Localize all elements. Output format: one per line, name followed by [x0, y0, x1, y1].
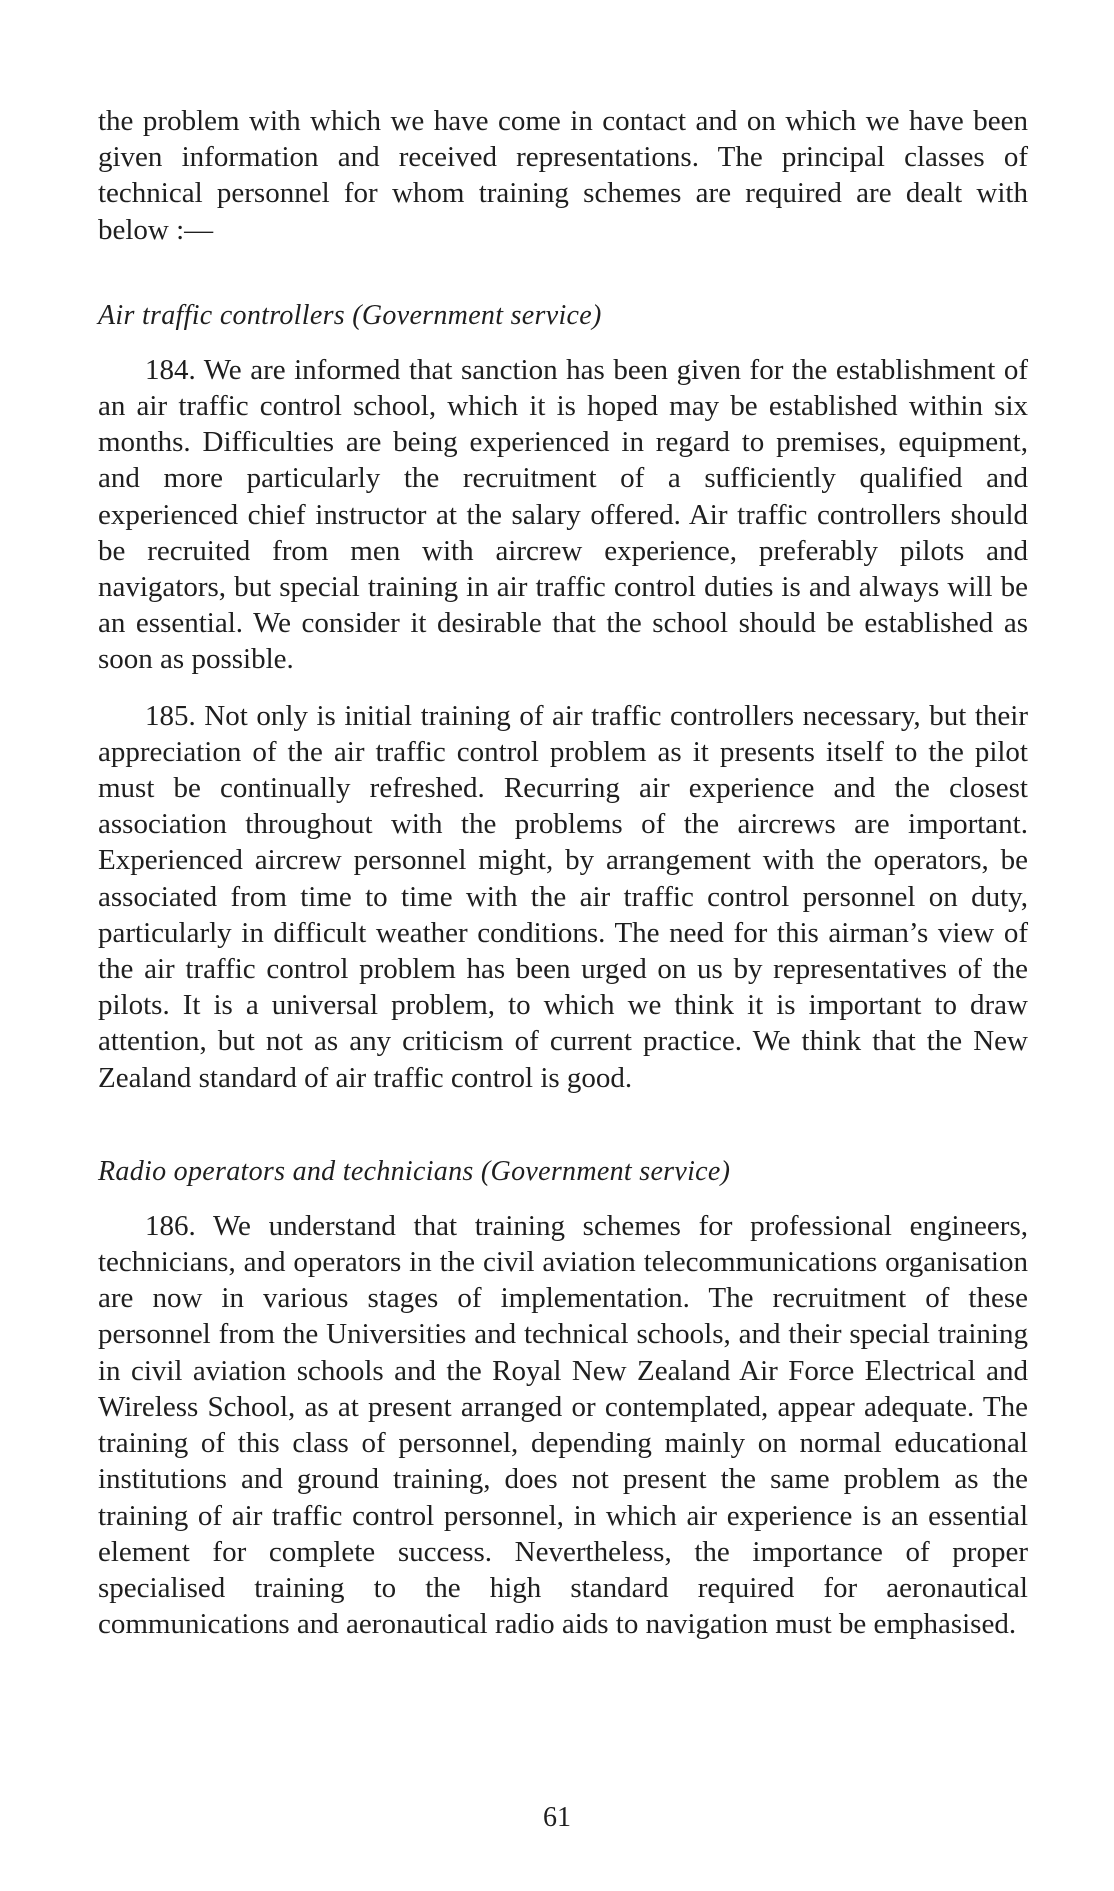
section-heading-title: Radio operators and technicians	[98, 1155, 474, 1187]
paragraph-186: 186. We understand that training schemes for professional engineers, technicians, and operators in the civil aviation telecommunications organisation are now in various stages of implementation. The recruitment of these personnel from the Universities and technical schools, and their special training in civil aviation schools and the Royal New Zealand Air Force Electrical and Wireless School, as at present arranged or contemplated, appear adequate. The training of this class of personnel, depending mainly on normal educational institutions and ground training, does not present the same problem as the training of air traffic control personnel, in which air experience is an essential element for complete success. Nevertheless, the importance of proper specialised training to the high standard required for aeronautical communications and aeronautical radio aids to navigation must be emphasised.	[98, 1209, 1028, 1641]
paragraph-185: 185. Not only is initial training of air traffic controllers necessary, but their appreciation of the air traffic control problem as it presents itself to the pilot must be continually refreshed. Recurring air experience and the closest association throughout with the problems of the aircrews are important. Experienced aircrew personnel might, by arrangement with the operators, be associated from time to time with the air traffic control personnel on duty, particularly in difficult weather conditions. The need for this airman’s view of the air traffic control problem has been urged on us by representatives of the pilots. It is a universal problem, to which we think it is important to draw attention, but not as any criticism of current practice. We think that the New Zealand standard of air traffic control is good.	[98, 699, 1028, 1094]
section-heading-radio-operators	[98, 1154, 1028, 1190]
section-heading-qualifier: (Government service)	[352, 299, 602, 331]
paragraph-184: 184. We are informed that sanction has been given for the establishment of an air traffic control school, which it is hoped may be established within six months. Difficulties are being experienced in regard to premises, equipment, and more particularly the recruitment of a sufficiently qualified and experienced chief instructor at the salary offered. Air traffic controllers should be recruited from men with aircrew experience, preferably pilots and navigators, but special training in air traffic control duties is and always will be an essential. We consider it desirable that the school should be established as soon as possible.	[98, 353, 1028, 676]
section-heading-title: Air traffic controllers	[98, 299, 345, 331]
page-number: 61	[543, 1802, 571, 1833]
intro-paragraph: the problem with which we have come in contact and on which we have been given information and received representations. The principal classes of technical personnel for whom training schemes are required are dealt with below :—	[98, 105, 1028, 246]
section-heading-qualifier: (Government service)	[480, 1155, 731, 1187]
section-heading-air-traffic-controllers	[98, 298, 1028, 334]
page-body	[98, 103, 1028, 1642]
